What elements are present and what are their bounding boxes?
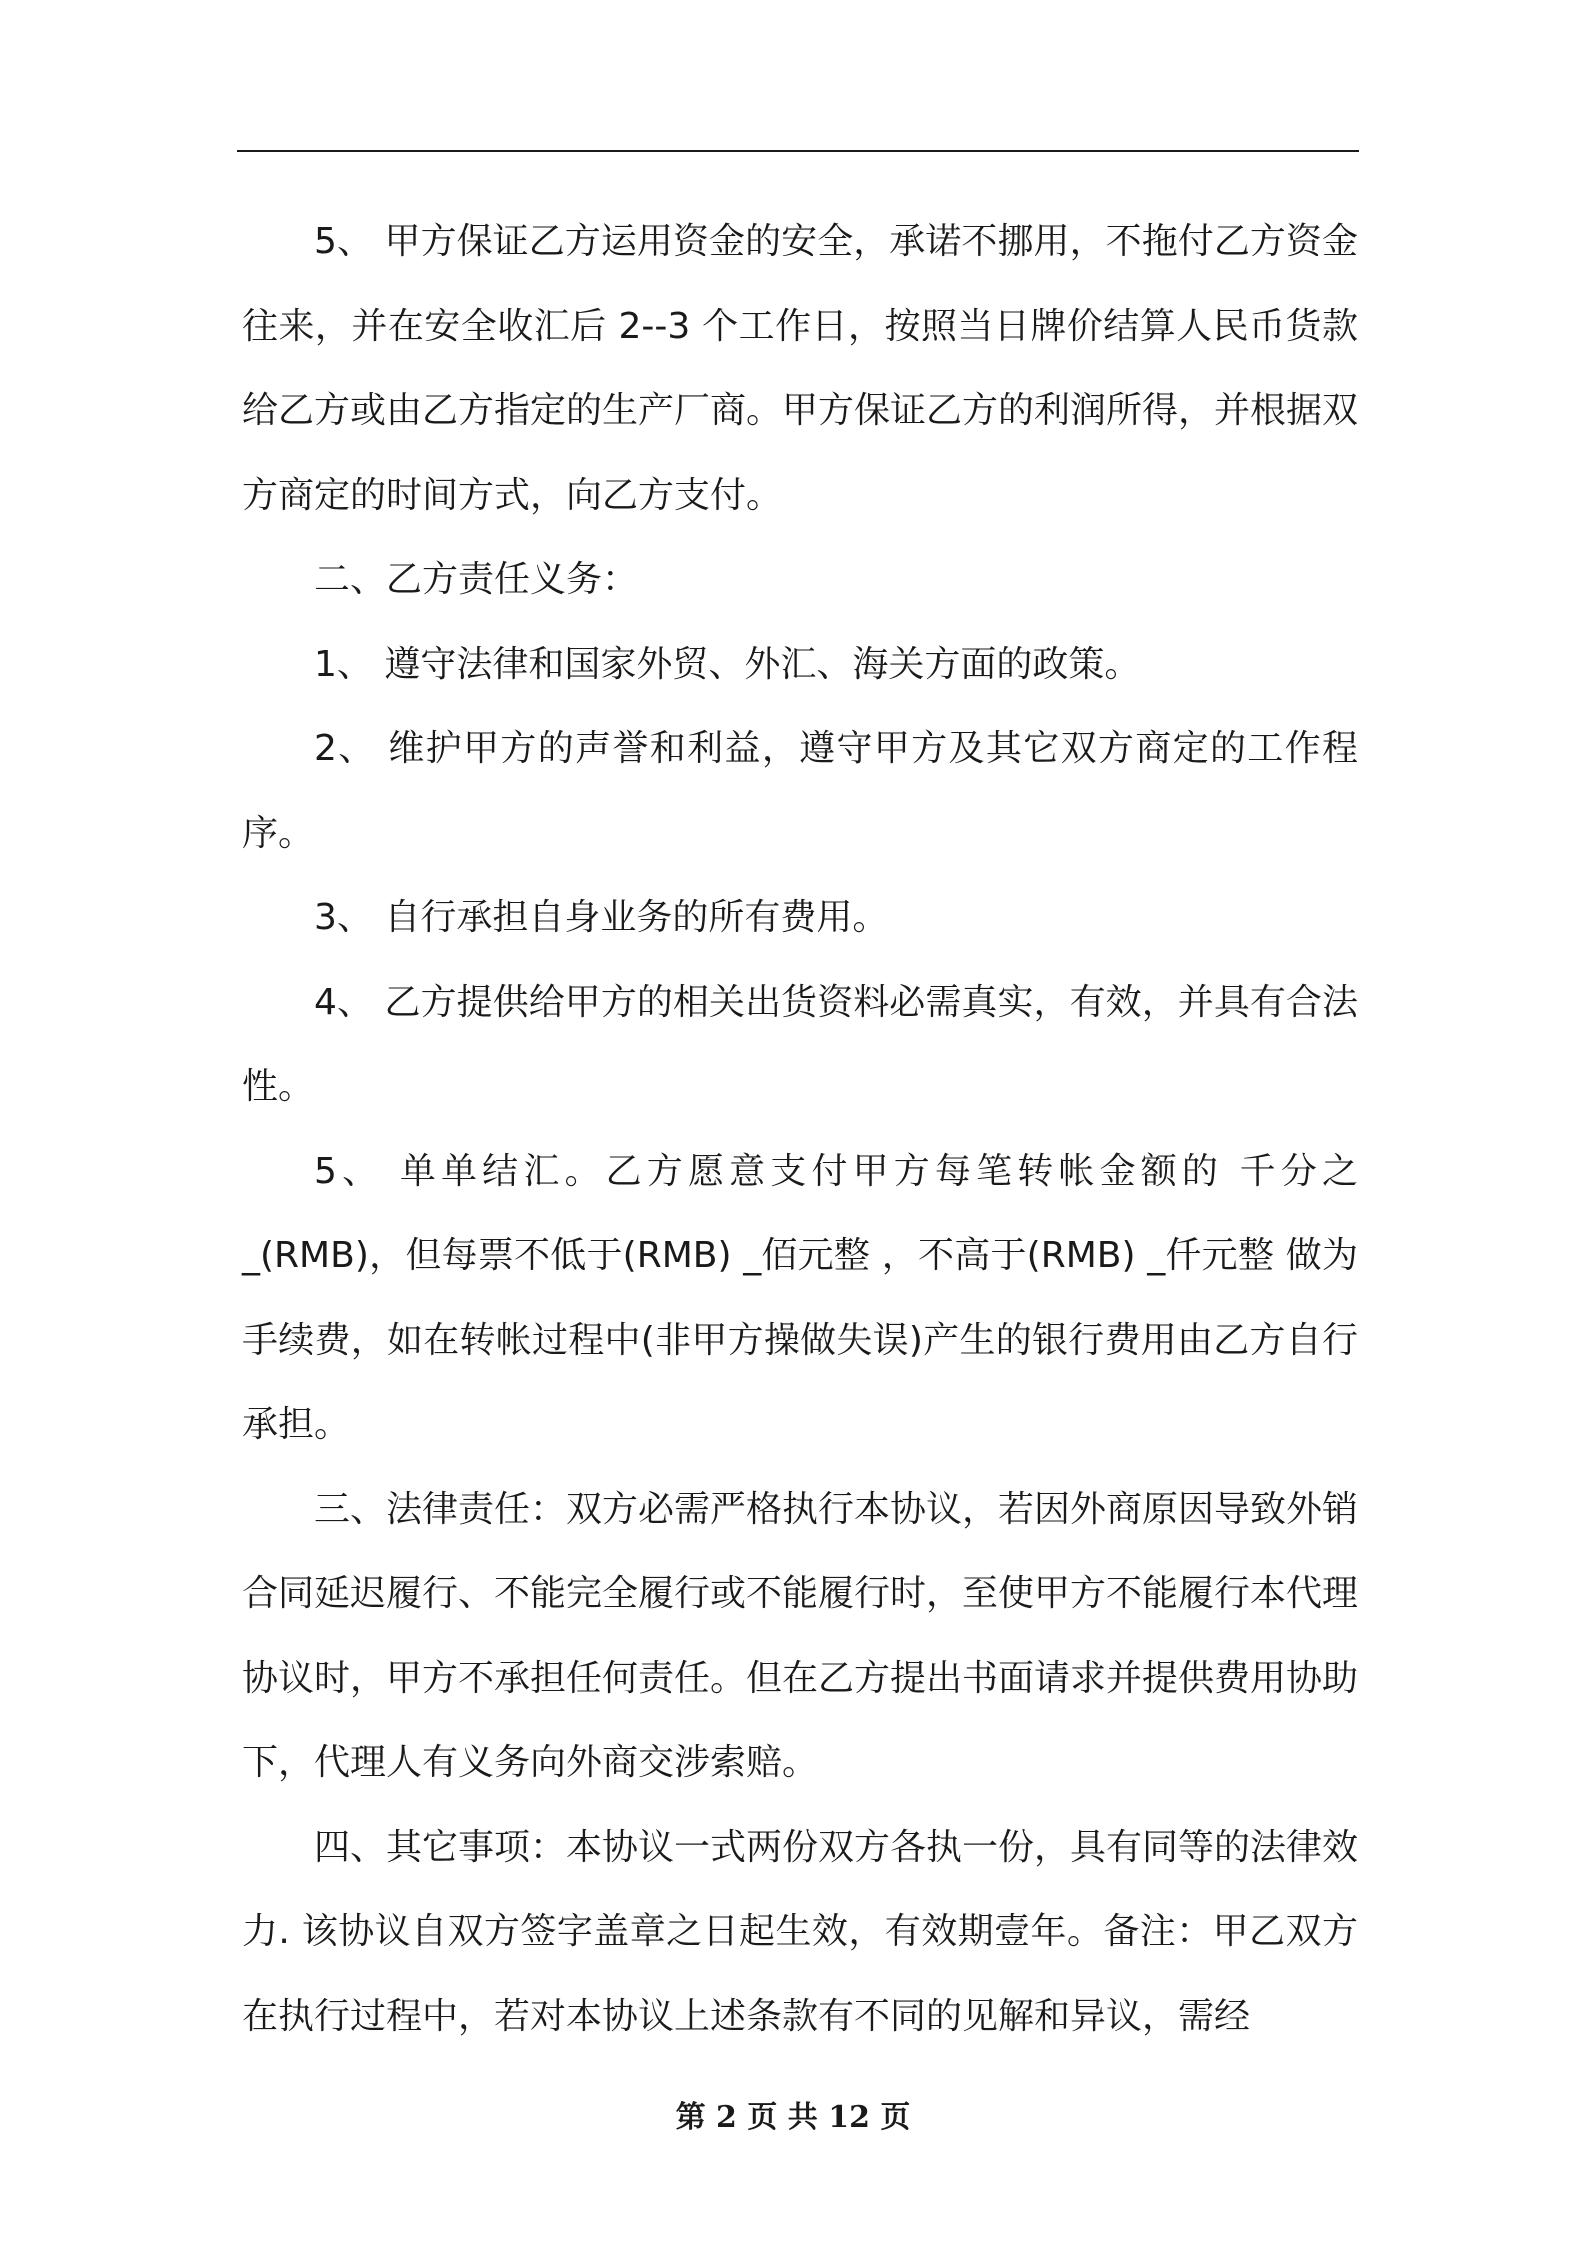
paragraph-b-clause-1: 1、 遵守法律和国家外贸、外汇、海关方面的政策。 [314, 643, 1141, 685]
paragraph-legal-liability: 三、法律责任：双方必需严格执行本协议，若因外商原因导致外销合同延迟履行、不能完全履行或不能履行时，至使甲方不能履行本代理协议时，甲方不承担任何责任。但在乙方提出书面请求并提供费用协助下，代理人有义务向外商交涉索赔。 [242, 1488, 1359, 1783]
page-number: 第 2 页 共 12 页 [675, 2100, 911, 2135]
paragraph-b-clause-2: 2、 维护甲方的声誉和利益，遵守甲方及其它双方商定的工作程序。 [242, 728, 1358, 854]
document-body [242, 200, 1358, 2059]
heading-party-b-duties: 二、乙方责任义务： [314, 559, 639, 600]
header-rule [237, 150, 1359, 152]
paragraph-b-clause-3: 3、 自行承担自身业务的所有费用。 [314, 897, 889, 938]
paragraph-other-matters: 四、其它事项：本协议一式两份双方各执一份，具有同等的法律效力. 该协议自双方签字盖章之日起生效，有效期壹年。备注：甲乙双方在执行过程中，若对本协议上述条款有不同的见解和异议，需经 [242, 1826, 1359, 2037]
paragraph-clause-5-funds: 5、 甲方保证乙方运用资金的安全，承诺不挪用，不拖付乙方资金往来，并在安全收汇后 2--3 个工作日，按照当日牌价结算人民币货款给乙方或由乙方指定的生产厂商。甲方保证乙方的利润所得，并根据双方商定的时间方式，向乙方支付。 [242, 221, 1359, 516]
paragraph-b-clause-5: 5、 单单结汇。乙方愿意支付甲方每笔转帐金额的 千分之_(RMB)，但每票不低于(RMB) _佰元整 ，不高于(RMB) _仟元整 做为手续费，如在转帐过程中(非甲方操做失误)产生的银行费用由乙方自行承担。 [242, 1150, 1358, 1445]
paragraph-b-clause-4: 4、 乙方提供给甲方的相关出货资料必需真实，有效，并具有合法性。 [242, 981, 1358, 1107]
